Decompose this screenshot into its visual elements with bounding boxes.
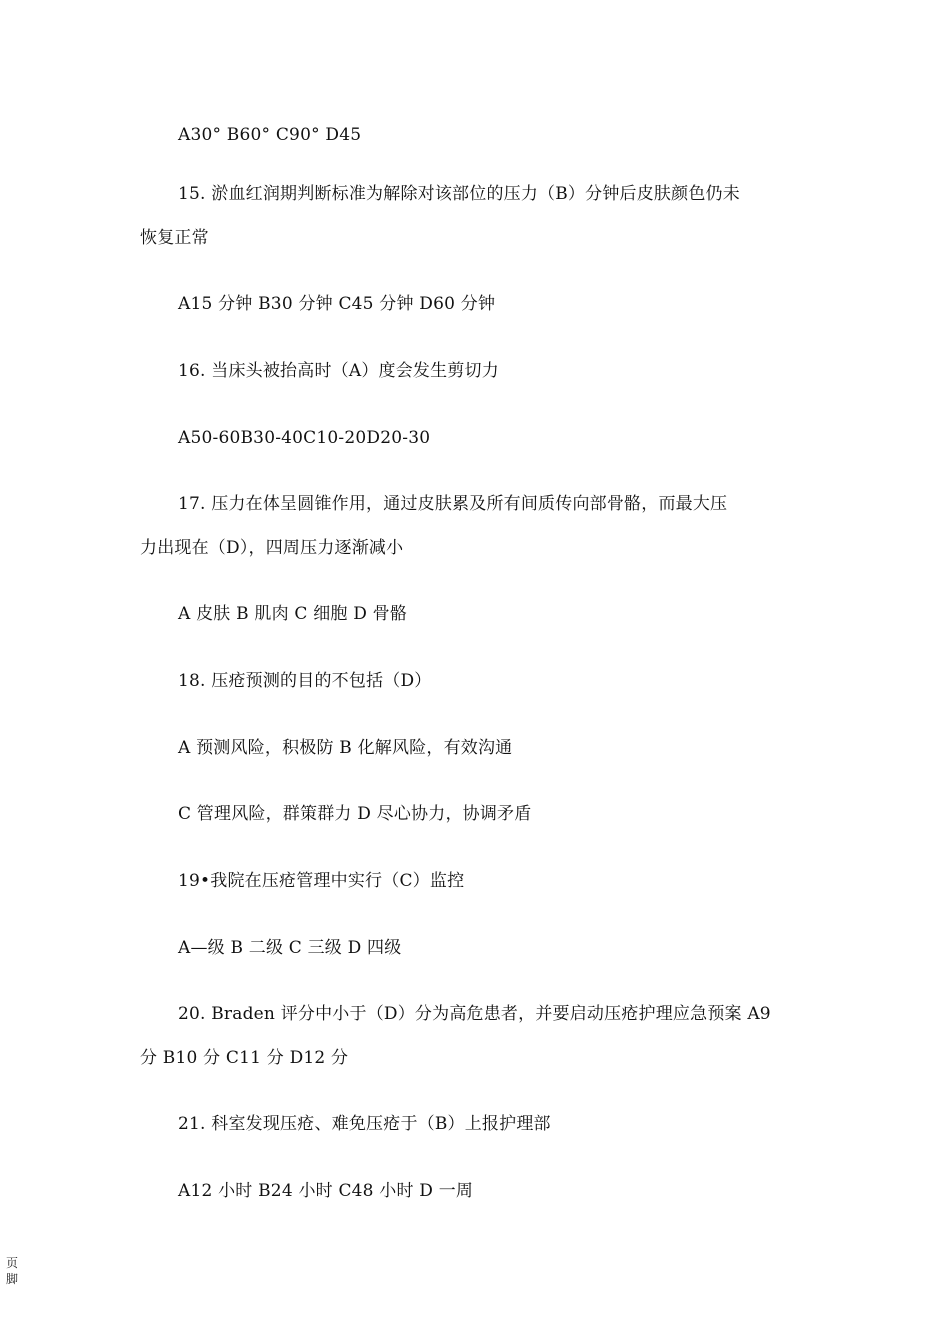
question-21: 21. 科室发现压疮、难免压疮于（B）上报护理部	[178, 1114, 551, 1134]
options-q18-cd: C 管理风险，群策群力 D 尽心协力，协调矛盾	[178, 804, 532, 824]
question-15: 15. 淤血红润期判断标准为解除对该部位的压力（B）分钟后皮肤颜色仍未	[178, 184, 740, 204]
question-18: 18. 压疮预测的目的不包括（D）	[178, 671, 432, 691]
options-q21: A12 小时 B24 小时 C48 小时 D 一周	[178, 1181, 474, 1201]
options-q19: A—级 B 二级 C 三级 D 四级	[178, 938, 402, 958]
options-q17: A 皮肤 B 肌肉 C 细胞 D 骨骼	[178, 604, 408, 624]
question-20: 20. Braden 评分中小于（D）分为高危患者，并要启动压疮护理应急预案 A9	[178, 1004, 771, 1024]
question-19: 19•我院在压疮管理中实行（C）监控	[178, 871, 465, 891]
question-20-continued: 分 B10 分 C11 分 D12 分	[140, 1048, 349, 1068]
question-15-continued: 恢复正常	[140, 228, 209, 248]
options-q16: A50-60B30-40C10-20D20-30	[178, 428, 431, 448]
question-17-continued: 力出现在（D），四周压力逐渐减小	[140, 538, 404, 558]
page-footer-label: 页脚	[6, 1256, 19, 1286]
options-q14: A30° B60° C90° D45	[178, 125, 362, 145]
options-q15: A15 分钟 B30 分钟 C45 分钟 D60 分钟	[178, 294, 496, 314]
question-16: 16. 当床头被抬高时（A）度会发生剪切力	[178, 361, 499, 381]
options-q18-ab: A 预测风险，积极防 B 化解风险，有效沟通	[178, 738, 513, 758]
question-17: 17. 压力在体呈圆锥作用，通过皮肤累及所有间质传向部骨骼，而最大压	[178, 494, 728, 514]
